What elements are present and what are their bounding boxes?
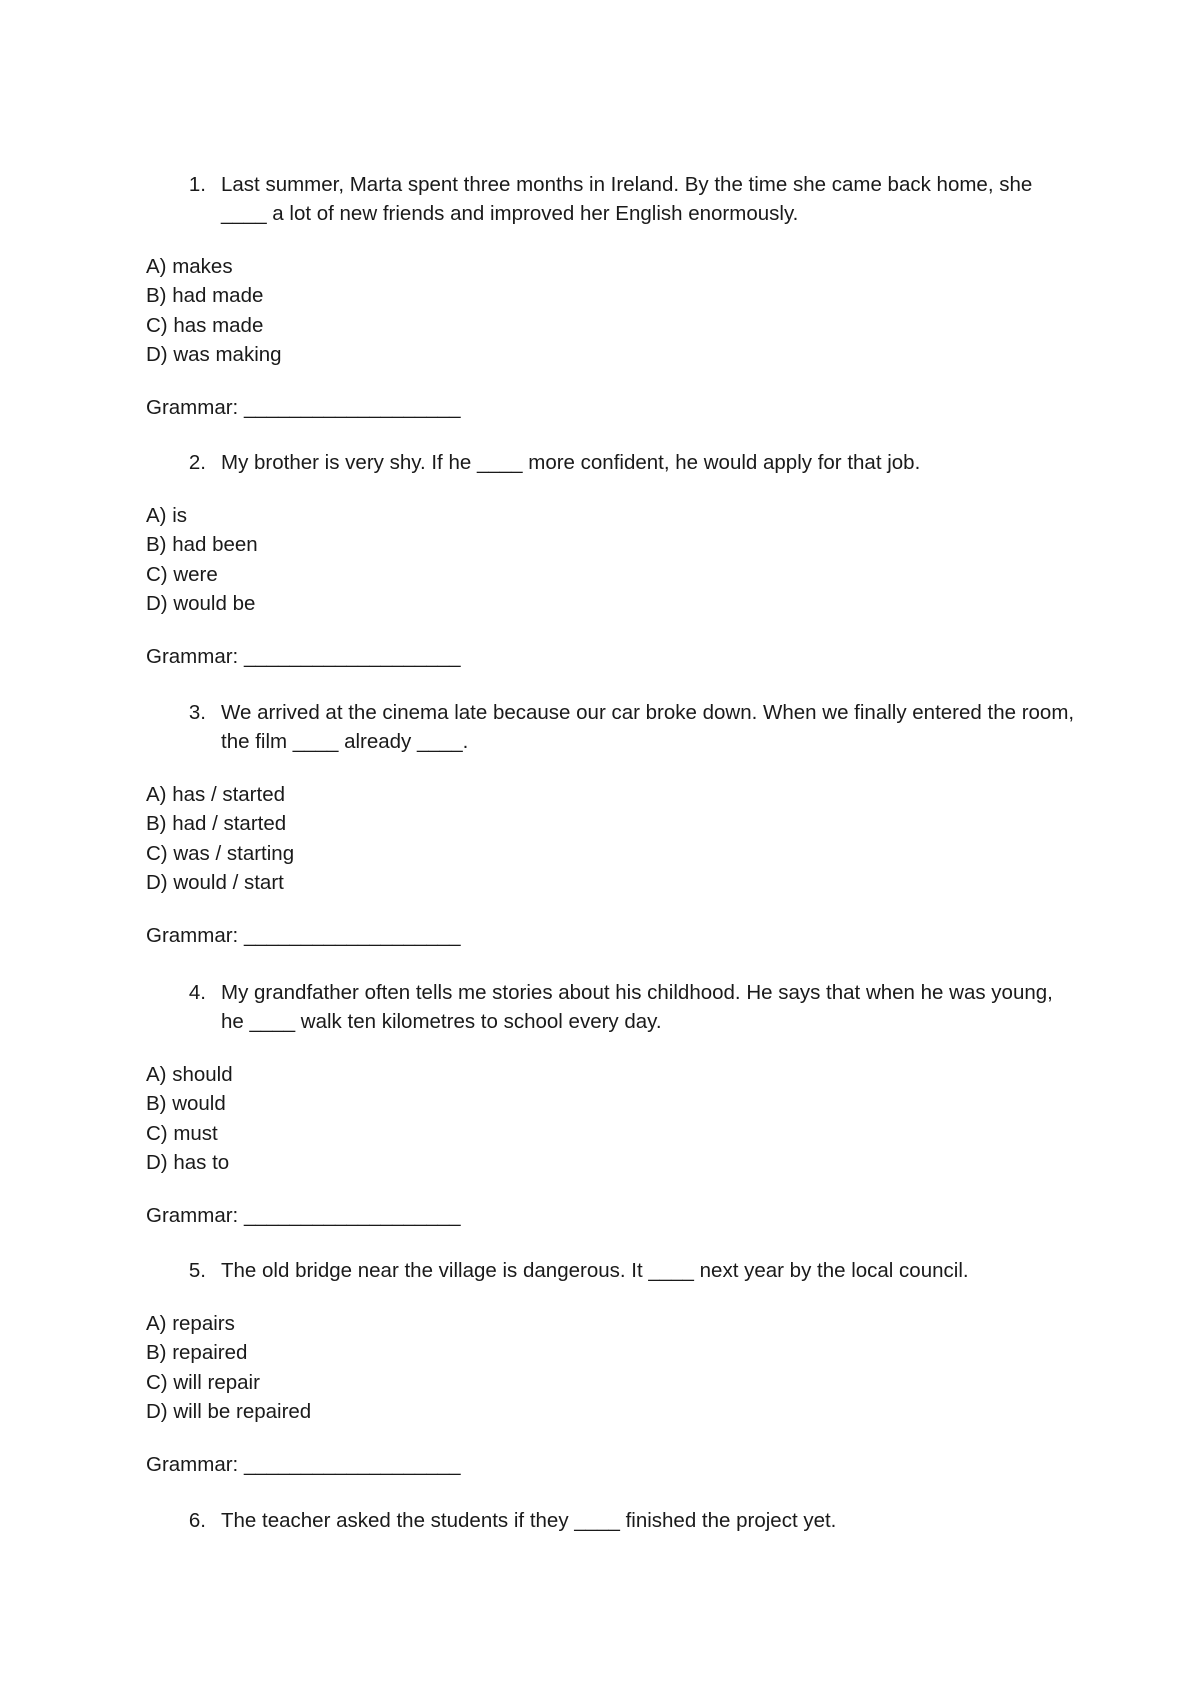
grammar-blank: Grammar: ___________________ <box>146 1204 461 1228</box>
question-prompt <box>146 698 1146 756</box>
question-number: 6. <box>188 1509 206 1532</box>
option-c: C) must <box>146 1121 218 1145</box>
grammar-blank: Grammar: ___________________ <box>146 1453 461 1477</box>
option-b: B) had / started <box>146 812 287 836</box>
option-c: C) was / starting <box>146 841 295 865</box>
question-3 <box>146 698 1146 950</box>
option-c: C) will repair <box>146 1370 260 1394</box>
question-number: 3. <box>188 701 206 724</box>
option-d: D) would / start <box>146 870 284 894</box>
option-b: B) had made <box>146 284 264 308</box>
answer-options <box>146 1060 1146 1177</box>
question-prompt <box>146 1506 1146 1535</box>
question-text: The teacher asked the students if they ____ finished the project yet. <box>221 1509 837 1532</box>
option-a: A) should <box>146 1063 233 1086</box>
answer-options <box>146 252 1146 369</box>
question-6 <box>146 1506 1146 1535</box>
grammar-blank: Grammar: ___________________ <box>146 396 461 420</box>
option-b: B) would <box>146 1092 226 1116</box>
grammar-blank: Grammar: ___________________ <box>146 645 461 669</box>
question-text: The old bridge near the village is dangerous. It ____ next year by the local council. <box>221 1259 969 1282</box>
question-number: 2. <box>188 451 206 474</box>
option-d: D) has to <box>146 1150 230 1174</box>
option-d: D) was making <box>146 342 282 366</box>
option-a: A) repairs <box>146 1312 235 1335</box>
option-a: A) makes <box>146 255 233 278</box>
answer-options <box>146 501 1146 618</box>
question-1 <box>146 170 1146 422</box>
question-prompt <box>146 170 1146 228</box>
option-c: C) were <box>146 562 218 586</box>
option-d: D) would be <box>146 591 256 615</box>
option-d: D) will be repaired <box>146 1399 312 1423</box>
option-b: B) had been <box>146 533 258 557</box>
question-4 <box>146 978 1146 1230</box>
question-prompt <box>146 978 1146 1036</box>
option-a: A) has / started <box>146 783 286 806</box>
answer-options <box>146 780 1146 897</box>
question-number: 4. <box>188 981 206 1004</box>
question-prompt <box>146 448 1146 477</box>
grammar-blank: Grammar: ___________________ <box>146 924 461 948</box>
question-5 <box>146 1256 1146 1479</box>
option-c: C) has made <box>146 313 264 337</box>
question-text: My brother is very shy. If he ____ more confident, he would apply for that job. <box>221 451 921 474</box>
answer-options <box>146 1309 1146 1426</box>
question-number: 1. <box>188 173 206 196</box>
question-text: We arrived at the cinema late because our car broke down. When we finally entered the room, the film ____ already ____. <box>221 701 1075 753</box>
option-b: B) repaired <box>146 1341 248 1365</box>
question-text: My grandfather often tells me stories about his childhood. He says that when he was young, he ____ walk ten kilometres to school every day. <box>221 981 1053 1033</box>
question-number: 5. <box>188 1259 206 1282</box>
question-2 <box>146 448 1146 671</box>
option-a: A) is <box>146 504 187 527</box>
question-prompt <box>146 1256 1146 1285</box>
question-text: Last summer, Marta spent three months in Ireland. By the time she came back home, she ____ a lot of new friends and improved her English enormously. <box>221 173 1033 225</box>
